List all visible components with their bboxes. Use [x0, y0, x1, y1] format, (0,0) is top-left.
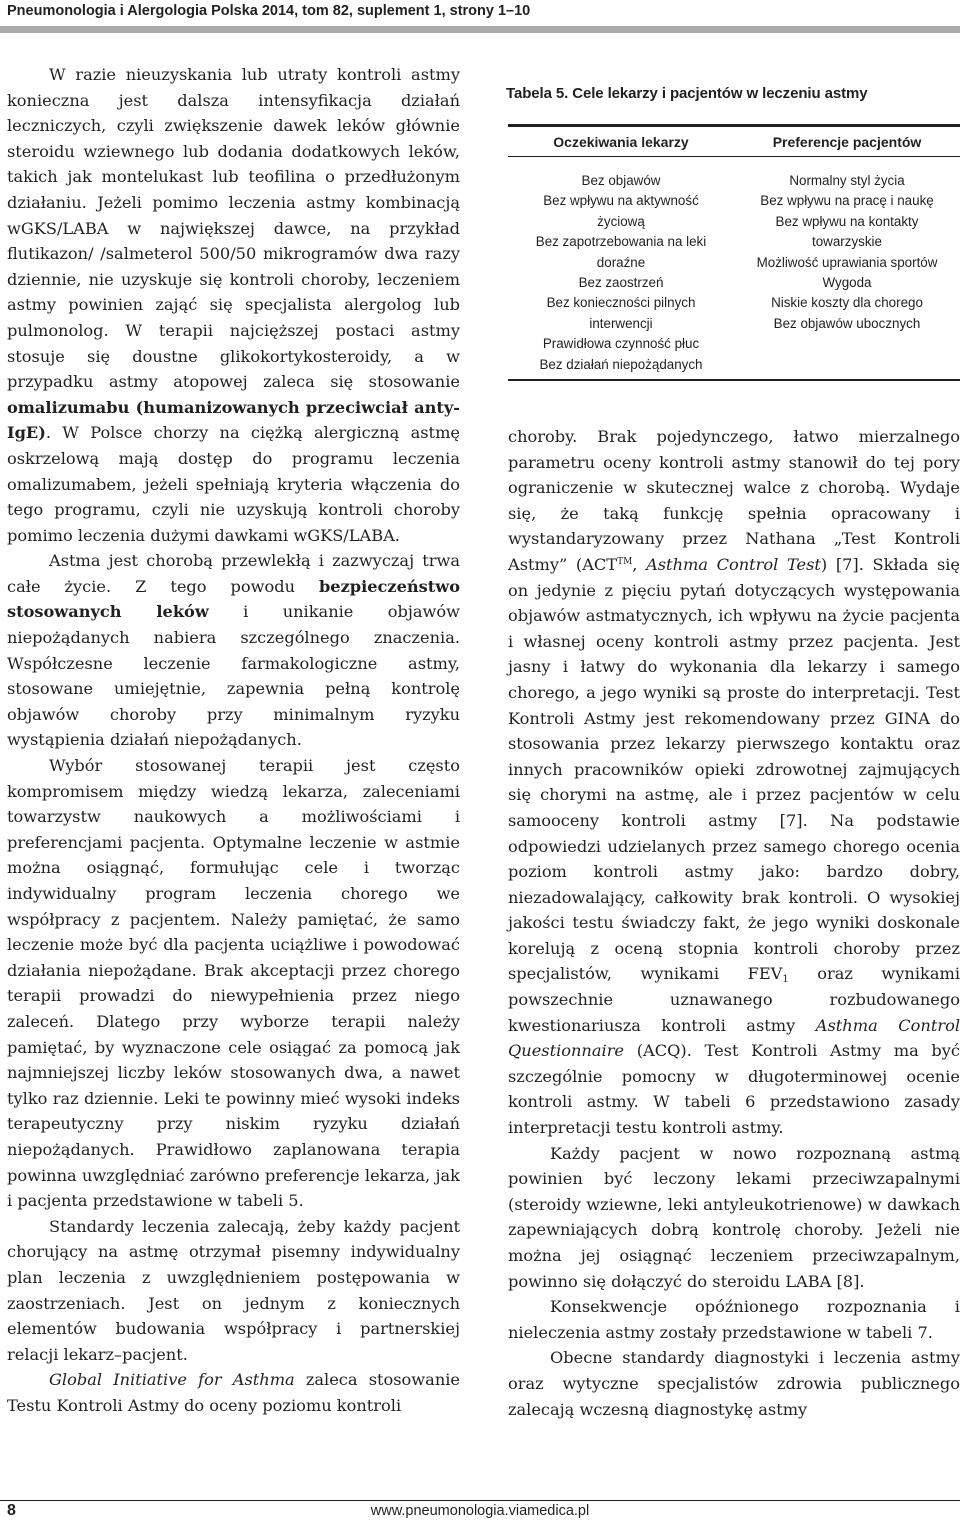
paragraph: Konsekwencje opóźnionego rozpoznania i nieleczenia astmy zostały przedstawione w tabeli 7.: [508, 1297, 960, 1342]
left-column: [7, 62, 460, 1418]
table-line: interwencji: [589, 315, 653, 331]
table-line: Bez wpływu na kontakty: [775, 213, 919, 229]
text-run: (ACQ). Test Kontroli Astmy ma być szczególnie pomocny w długoterminowej ocenie kontroli astmy. W tabeli 6 przedstawiono zasady interpretacji testu kontroli astmy.: [508, 1041, 960, 1138]
page-number: 8: [7, 1502, 16, 1519]
table-line: doraźne: [596, 254, 646, 270]
table-line: towarzyskie: [812, 234, 882, 250]
paragraph: Każdy pacjent w nowo rozpoznaną astmą powinien być leczony lekami przeciwzapalnymi (steroidy wziewne, leki antyleukotrienowe) w dawkach zapewniających dobrą kontrolę choroby. Jeżeli nie można jej osiągnąć leczeniem przeciwzapalnym, powinno się dołączyć do steroidu LABA [8].: [508, 1143, 960, 1291]
paragraph: [7, 548, 460, 753]
superscript: TM: [617, 556, 633, 567]
bold-term: omalizumabu (humanizowanych przeciwciał anty-IgE): [7, 397, 460, 443]
paragraph: Obecne standardy diagnostyki i leczenia astmy oraz wytyczne specjalistów zdrowia publicznego zalecają wczesną diagnostykę astmy: [508, 1348, 960, 1419]
table-cell-doctors: [508, 171, 734, 375]
bold-term: bezpieczeństwo stosowanych leków: [7, 576, 460, 622]
table-line: Niskie koszty dla chorego: [771, 295, 923, 311]
text-run: i unikanie objawów niepożądanych nabiera szczególnego znaczenia. Współczesne leczenie farmakologiczne astmy, stosowane umiejętnie, zapewnia pełną kontrolę objawów choroby przy minimalnym ryzyku wystąpienia działań niepożądanych.: [7, 602, 460, 750]
text-run: . W Polsce chorzy na ciężką alergiczną astmę oskrzelową mają dostęp do programu leczenia omalizumabem, jeżeli spełniają kryteria włączenia do tego programu, czyli nie uzyskują kontroli choroby pomimo leczenia dużymi dawkami wGKS/LABA.: [7, 423, 460, 545]
table-line: Możliwość uprawiania sportów: [756, 254, 938, 270]
paragraph: [7, 62, 460, 548]
footer-url: www.pneumonologia.viamedica.pl: [370, 1503, 590, 1519]
table-line: Bez zaostrzeń: [578, 275, 664, 291]
text-run: ) [7]. Składa się on jedynie z pięciu pytań dotyczących występowania objawów astmatycznych, ich wpływu na życie pacjenta i własnej oceny kontroli astmy przez pacjenta. Jest jasny i łatwy do wykonania dla lekarzy i samego chorego, a jego wyniki są proste do interpretacji. Test Kontroli Astmy jest rekomendowany przez GINA do stosowania przez lekarzy pierwszego kontaktu oraz innych pracowników opieki zdrowotnej zajmujących się chorymi na astmę, ale i przez pacjentów w celu samooceny kontroli astmy [7]. Na podstawie odpowiedzi udzielanych przez samego chorego ocenia poziom kontroli astmy jako: bardzo dobry, niezadowalający, całkowity brak kontroli. O wysokiej jakości testu świadczy fakt, że jego wyniki doskonale korelują z oceną stopnia kontroli choroby przez specjalistów, wynikami FEV: [508, 554, 960, 984]
text-run: zaleca stosowanie Testu Kontroli Astmy do oceny poziomu kontroli: [7, 1370, 460, 1415]
table-line: życiową: [597, 213, 645, 229]
italic-term: Global Initiative for Asthma: [49, 1370, 295, 1390]
table-line: Bez działań niepożądanych: [539, 356, 703, 372]
table-header-patients: Preferencje pacjentów: [772, 133, 922, 150]
table-line: Prawidłowa czynność płuc: [542, 336, 700, 352]
table-line: Normalny styl życia: [789, 173, 905, 188]
text-run: Astma jest chorobą przewlekłą i zazwyczaj trwa całe życie. Z tego powodu: [7, 551, 460, 596]
text-run: choroby. Brak pojedynczego, łatwo mierzalnego parametru oceny kontroli astmy stanowił do tej pory ograniczenie w skutecznej walce z chorobą. Wydaje się, że taką funkcję spełnia opracowany i wystandaryzowany przez Nathana „Test Kontroli Astmy” (ACT: [508, 427, 960, 574]
table-line: Bez wpływu na pracę i naukę: [760, 193, 934, 209]
footer-rule: [0, 1500, 960, 1501]
table-body: [508, 157, 960, 375]
running-header: Pneumonologia i Alergologia Polska 2014, tom 82, suplement 1, strony 1–10: [7, 3, 531, 19]
header-rule: [0, 26, 960, 33]
paragraph: [7, 1367, 460, 1418]
table-line: Bez zapotrzebowania na leki: [535, 234, 707, 250]
table-line: Bez objawów ubocznych: [773, 315, 921, 331]
table-line: Bez objawów: [581, 173, 661, 188]
subscript: 1: [782, 974, 789, 986]
text-run: ,: [632, 554, 647, 574]
table-line: Bez wpływu na aktywność: [543, 193, 699, 209]
right-column: [508, 424, 960, 1422]
table-title: Tabela 5. Cele lekarzy i pacjentów w leczeniu astmy: [506, 85, 868, 102]
paragraph: Standardy leczenia zalecają, żeby każdy pacjent chorujący na astmę otrzymał pisemny indywidualny plan leczenia z uwzględnieniem postępowania w zaostrzeniach. Jest on jednym z koniecznych elementów budowania współpracy i partnerskiej relacji lekarz–pacjent.: [7, 1216, 460, 1364]
table-header-row: [508, 127, 960, 156]
italic-term: Asthma Control Questionnaire: [508, 1015, 960, 1061]
table-header-doctors: Oczekiwania lekarzy: [553, 133, 689, 150]
table-line: Wygoda: [822, 275, 872, 291]
table-line: Bez konieczności pilnych: [546, 295, 696, 311]
paragraph: Wybór stosowanej terapii jest często kompromisem między wiedzą lekarza, zaleceniami towarzystw naukowych a możliwościami i preferencjami pacjenta. Optymalne leczenie w astmie można osiągnąć, formułując cele i tworząc indywidualny program leczenia chorego we współpracy z pacjentem. Należy pamiętać, że samo leczenie może być dla pacjenta uciążliwe i powodować działania niepożądane. Brak akceptacji przez chorego terapii prowadzi do niewypełnienia przez niego zaleceń. Dlatego przy wyborze terapii należy pamiętać, by wyznaczone cele osiągać za pomocą jak najmniejszej liczby leków stosowanych dwa, a nawet tylko raz dziennie. Leki te powinny mieć wysoki indeks terapeutyczny przy niskim ryzyku działań niepożądanych. Prawidłowo zaplanowana terapia powinna uwzględniać zarówno preferencje lekarza, jak i pacjenta przedstawione w tabeli 5.: [7, 756, 460, 1211]
text-run: W razie nieuzyskania lub utraty kontroli astmy konieczna jest dalsza intensyfikacja działań leczniczych, czyli zwiększenie dawek leków głównie steroidu wziewnego lub dodania dodatkowych leków, takich jak montelukast lub teofilina o przedłużonym działaniu. Jeżeli pomimo leczenia astmy kombinacją wGKS/LABA w największej dawce, na przykład flutikazon/ /salmeterol 500/50 mikrogramów dwa razy dziennie, nie uzyskuje się kontroli choroby, leczeniem astmy powinien zająć się specjalista alergolog lub pulmonolog. W terapii najcięższej postaci astmy stosuje się doustne glikokortykosteroidy, a w przypadku astmy atopowej zaleca się stosowanie: [7, 65, 460, 392]
text-run: oraz wynikami powszechnie uznawanego rozbudowanego kwestionariusza kontroli astmy: [508, 964, 960, 1035]
table-5: [508, 84, 960, 381]
italic-term: Asthma Control Test: [646, 554, 821, 574]
paragraph: [508, 424, 960, 1141]
table-cell-patients: [734, 171, 960, 375]
table-rule-bottom: [508, 379, 960, 381]
